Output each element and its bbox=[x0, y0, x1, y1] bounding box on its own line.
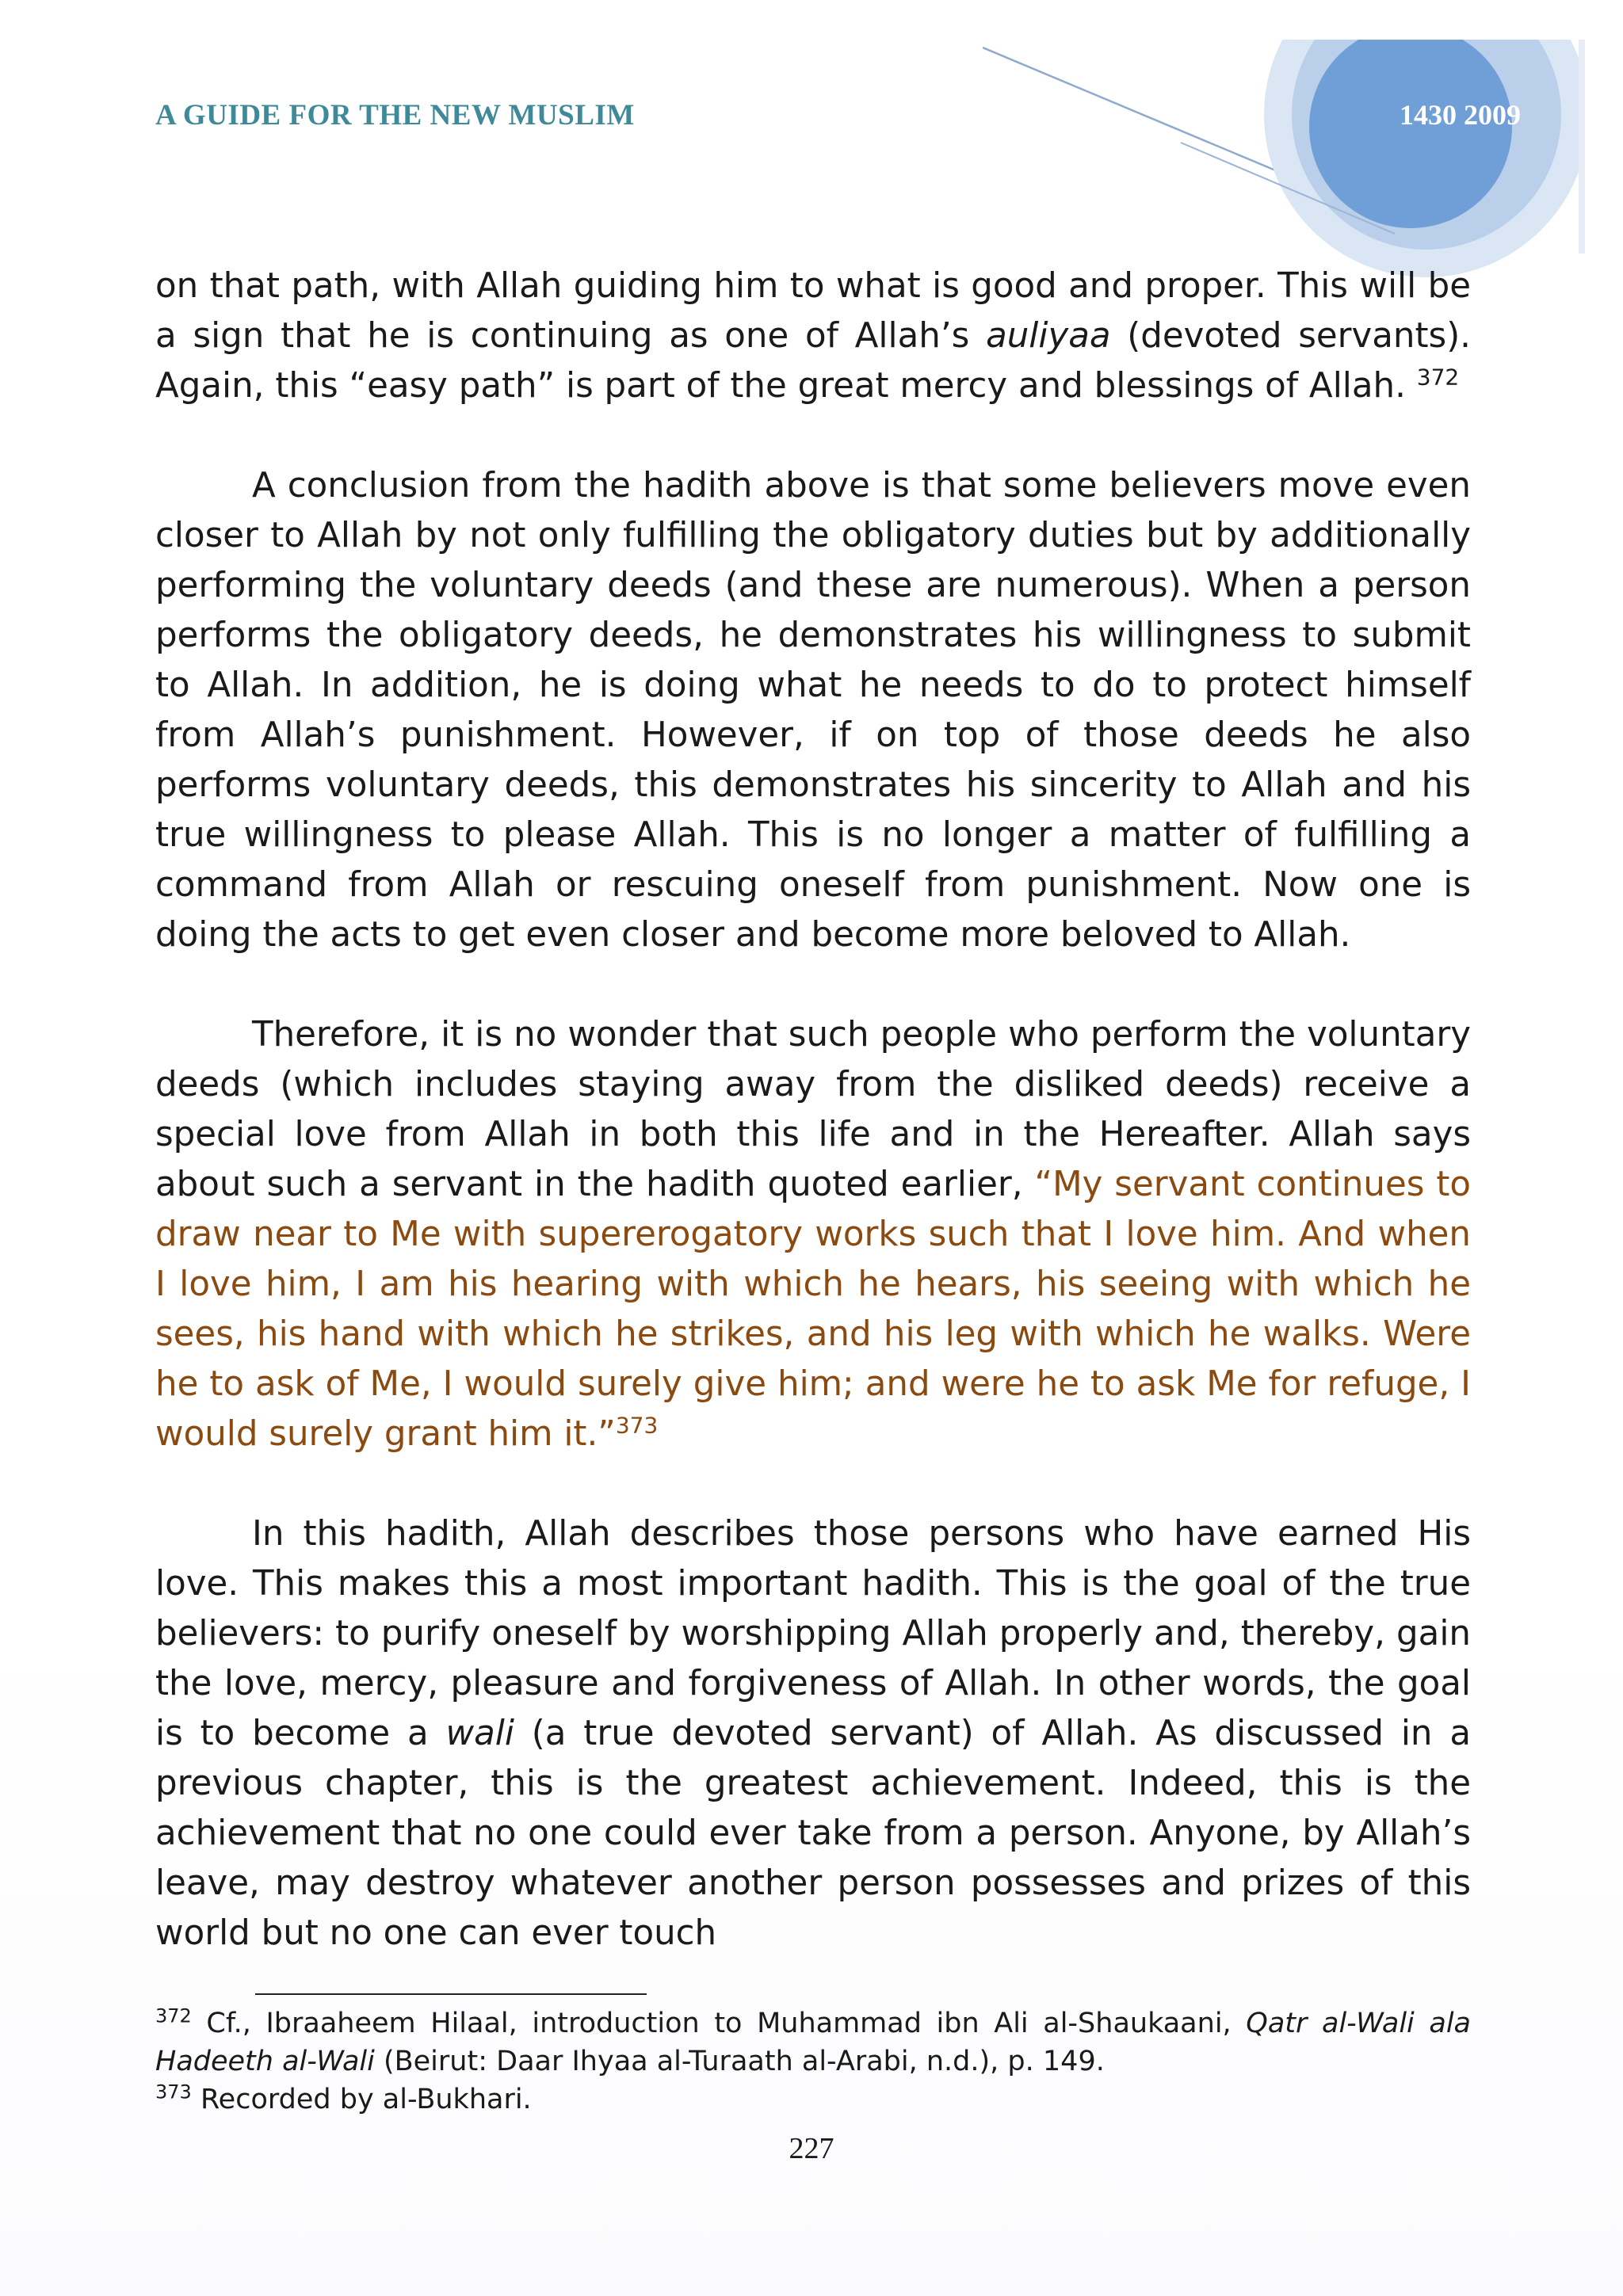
header-decoration-circles bbox=[983, 40, 1585, 293]
footnote-separator bbox=[255, 1993, 647, 1995]
footnote-372-title: Qatr al-Wali ala Hadeeth al-Wali bbox=[155, 2008, 1471, 2077]
running-header-title: A GUIDE FOR THE NEW MUSLIM bbox=[155, 99, 635, 132]
hadith-quote-text: “My servant continues to draw near to Me with supererogatory works such that I love him. And when I love him, I am his hearing with which he hears, his seeing with which he sees, his hand with which he strikes, and his leg with which he walks. Were he to ask of Me, I would surely give him; and were he to ask Me for refuge, I would surely grant him it.” bbox=[155, 1165, 1472, 1454]
paragraph-4-emphasis: wali bbox=[445, 1714, 514, 1753]
paragraph-2: A conclusion from the hadith above is that some believers move even closer to Allah by not only fulfilling the obligatory duties but by additionally performing the voluntary deeds (and these are numerous). When a person performs the obligatory deeds, he demonstrates his willingness to submit to Allah. In addition, he is doing what he needs to do to protect himself from Allah’s punishment. However, if on top of those deeds he also performs voluntary deeds, this demonstrates his sincerity to Allah and his true willingness to please Allah. This is no longer a matter of fulfilling a command from Allah or rescuing oneself from punishment. Now one is doing the acts to get even closer and become more beloved to Allah. bbox=[155, 466, 1471, 955]
footnote-ref-372[interactable]: 372 bbox=[1416, 364, 1460, 391]
running-header-year: 1430 2009 bbox=[1400, 99, 1521, 131]
paragraph-1 bbox=[155, 261, 1471, 411]
paragraph-4-text-b: (a true devoted servant) of Allah. As discussed in a previous chapter, this is the greatest achievement. Indeed, this is the achievement that no one could ever take from a person. Anyone, by Allah’s leave, may destroy whatever another person possesses and prizes of this world but no one can ever touch bbox=[155, 1714, 1471, 1953]
footnote-372-text-b: (Beirut: Daar Ihyaa al-Turaath al-Arabi, n.d.), p. 149. bbox=[374, 2046, 1105, 2077]
paragraph-3 bbox=[155, 1010, 1471, 1459]
paragraph-1-text-a: on that path, with Allah guiding him to what is good and proper. This will be a sign that he is continuing as one of Allah’s bbox=[155, 266, 1471, 356]
page-number: 227 bbox=[789, 2132, 834, 2165]
paragraph-3-text: Therefore, it is no wonder that such people who perform the voluntary deeds (which includes staying away from the disliked deeds) receive a special love from Allah in both this life and in the Hereafter. Allah says about such a servant in the hadith quoted earlier, bbox=[155, 1015, 1471, 1204]
footnote-ref-373[interactable]: 373 bbox=[615, 1412, 659, 1439]
paragraph-1-text-b: (devoted servants). Again, this “easy path” is part of the great mercy and blessings of Allah. bbox=[155, 316, 1471, 406]
footnote-373-text: Recorded by al-Bukhari. bbox=[191, 2084, 532, 2115]
paragraph-1-emphasis: auliyaa bbox=[986, 316, 1111, 356]
footnotes bbox=[155, 2004, 1471, 2119]
hadith-quote bbox=[155, 1165, 1471, 1454]
main-body-text bbox=[155, 261, 1471, 2008]
footnote-372-number: 372 bbox=[155, 2004, 192, 2027]
footnote-372 bbox=[155, 2004, 1471, 2081]
footnote-372-text-a: Cf., Ibraaheem Hilaal, introduction to Muhammad ibn Ali al-Shaukaani, bbox=[191, 2008, 1247, 2039]
paragraph-4-text-a: In this hadith, Allah describes those persons who have earned His love. This makes this a most important hadith. This is the goal of the true believers: to purify oneself by worshipping Allah properly and, thereby, gain the love, mercy, pleasure and forgiveness of Allah. In other words, the goal is to become a bbox=[155, 1514, 1471, 1753]
footnote-373-number: 373 bbox=[155, 2081, 192, 2103]
footnote-373 bbox=[155, 2081, 1471, 2119]
paragraph-4 bbox=[155, 1509, 1471, 1958]
